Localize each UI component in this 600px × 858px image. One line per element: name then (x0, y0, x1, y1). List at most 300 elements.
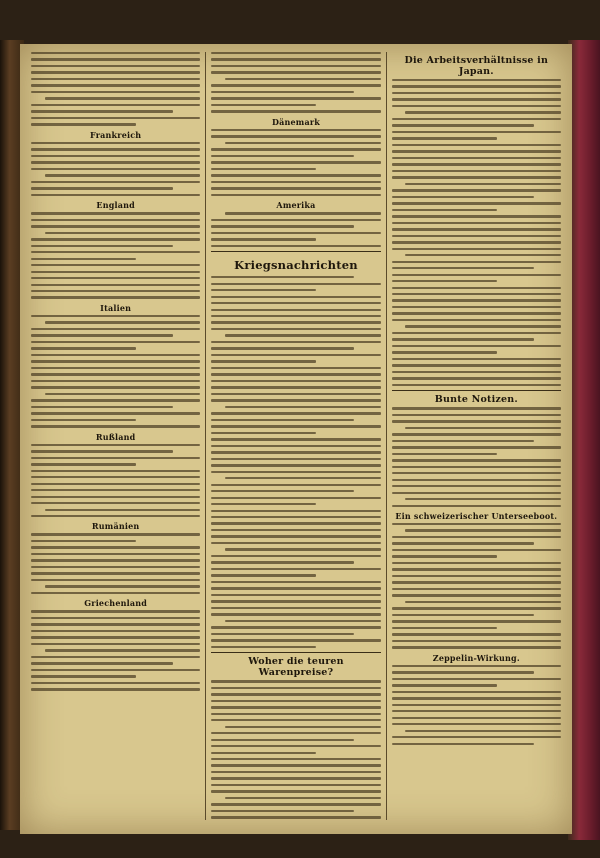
section-heading: Woher die teuren Warenpreise? (248, 656, 344, 679)
text-line (392, 523, 561, 525)
text-line (392, 377, 561, 379)
text-line (31, 110, 173, 112)
text-line (392, 163, 561, 165)
text-line (405, 427, 561, 429)
text-line (392, 351, 497, 353)
text-line (405, 254, 561, 256)
text-line (392, 371, 561, 373)
text-line (392, 446, 561, 448)
text-line (392, 646, 561, 648)
text-line (392, 235, 561, 237)
text-line (211, 758, 380, 760)
text-line (31, 373, 200, 375)
text-line (31, 617, 200, 619)
text-line (31, 630, 200, 632)
section-heading: Zeppelin-Wirkung. (432, 652, 520, 663)
text-line (31, 296, 200, 298)
text-line (392, 248, 561, 250)
text-line (405, 730, 561, 732)
text-line (31, 360, 200, 362)
text-line (211, 745, 380, 747)
text-line (31, 225, 200, 227)
text-line (45, 585, 201, 587)
text-line (211, 516, 380, 518)
text-line (211, 232, 380, 234)
text-line (211, 693, 380, 695)
text-line (392, 364, 561, 366)
text-line (31, 271, 200, 273)
text-line (31, 71, 200, 73)
text-line (31, 489, 200, 491)
text-line (392, 312, 561, 314)
section-heading: Bunte Notizen. (434, 394, 518, 406)
text-line (211, 739, 353, 741)
text-line (211, 680, 380, 682)
text-line (31, 463, 136, 465)
text-line (211, 399, 380, 401)
text-line (31, 168, 200, 170)
text-line (392, 222, 561, 224)
text-line (211, 225, 353, 227)
section-heading: Rumänien (91, 521, 140, 532)
text-line (31, 502, 200, 504)
text-line (31, 142, 200, 144)
text-line (211, 71, 380, 73)
text-line (392, 640, 561, 642)
book-cover-edge-right (568, 40, 600, 840)
text-line (211, 341, 380, 343)
text-line (211, 289, 316, 291)
section-heading: England (96, 200, 135, 211)
text-line (31, 540, 136, 542)
text-line (211, 471, 380, 473)
text-line (225, 142, 381, 144)
text-line (31, 84, 200, 86)
text-line (211, 626, 380, 628)
text-line (392, 261, 561, 263)
text-line (225, 620, 381, 622)
text-line (31, 258, 136, 260)
text-line (211, 148, 380, 150)
text-line (211, 155, 353, 157)
column-container (26, 52, 566, 820)
text-line (392, 150, 561, 152)
text-line (211, 187, 380, 189)
text-line (392, 440, 534, 442)
text-line (31, 610, 200, 612)
text-line (392, 607, 561, 609)
section-heading: Rußland (95, 431, 136, 442)
text-line (392, 472, 561, 474)
text-line (405, 601, 561, 603)
text-line (392, 319, 561, 321)
text-line (31, 251, 200, 253)
column-middle (205, 52, 385, 820)
text-line (31, 444, 200, 446)
text-line (392, 568, 561, 570)
text-line (392, 549, 561, 551)
text-line (211, 458, 380, 460)
text-line (211, 386, 380, 388)
text-line (31, 636, 200, 638)
text-line (31, 181, 200, 183)
text-line (211, 510, 380, 512)
text-line (211, 65, 380, 67)
text-line (31, 334, 173, 336)
text-line (211, 633, 353, 635)
text-line (392, 85, 561, 87)
text-line (392, 555, 497, 557)
text-line (392, 118, 561, 120)
article-body-text (31, 212, 200, 299)
text-line (45, 393, 201, 395)
text-line (211, 360, 316, 362)
text-line (211, 522, 380, 524)
text-line (211, 283, 380, 285)
text-line (392, 196, 534, 198)
text-line (392, 267, 534, 269)
text-line (211, 321, 380, 323)
text-line (211, 484, 380, 486)
text-line (31, 412, 200, 414)
text-line (225, 212, 381, 214)
text-line (392, 137, 497, 139)
text-line (211, 706, 380, 708)
text-line (211, 535, 380, 537)
text-line (211, 561, 353, 563)
text-line (211, 784, 380, 786)
text-line (211, 607, 380, 609)
text-line (211, 238, 316, 240)
column-left (26, 52, 205, 820)
text-line (31, 123, 136, 125)
newspaper-page (20, 44, 572, 834)
text-line (211, 445, 380, 447)
text-line (31, 419, 136, 421)
text-line (225, 548, 381, 550)
text-line (405, 325, 561, 327)
text-line (31, 682, 200, 684)
text-line (211, 347, 353, 349)
text-line (31, 457, 200, 459)
text-line (211, 574, 316, 576)
text-line (211, 777, 380, 779)
text-line (211, 354, 380, 356)
article-body-text (211, 276, 380, 648)
text-line (392, 697, 561, 699)
text-line (392, 124, 534, 126)
text-line (31, 656, 200, 658)
text-line (392, 614, 534, 616)
section-heading: Italien (100, 302, 132, 313)
text-line (211, 84, 380, 86)
text-line (211, 639, 380, 641)
text-line (31, 643, 200, 645)
text-line (211, 91, 353, 93)
text-line (31, 367, 200, 369)
text-line (31, 104, 200, 106)
text-line (31, 572, 200, 574)
article-body-text (31, 52, 200, 126)
text-line (211, 752, 316, 754)
text-line (392, 562, 561, 564)
section-heading: Ein schweizerischer Unterseeboot. (395, 511, 558, 521)
article-body-text (211, 212, 380, 247)
text-line (392, 433, 561, 435)
text-line (211, 276, 353, 278)
text-line (45, 649, 201, 651)
text-line (31, 290, 200, 292)
text-line (211, 503, 316, 505)
text-line (392, 743, 534, 745)
text-line (392, 209, 497, 211)
text-line (211, 302, 380, 304)
text-line (31, 592, 200, 594)
text-line (211, 451, 380, 453)
text-line (392, 358, 561, 360)
text-line (211, 581, 380, 583)
text-line (392, 407, 561, 409)
text-line (211, 594, 380, 596)
text-line (211, 542, 380, 544)
text-line (405, 111, 561, 113)
article-body-text (392, 79, 561, 386)
text-line (392, 170, 561, 172)
text-line (31, 675, 136, 677)
text-line (392, 79, 561, 81)
text-line (211, 764, 380, 766)
text-line (45, 232, 201, 234)
text-line (211, 219, 380, 221)
text-line (225, 334, 381, 336)
text-line (392, 684, 497, 686)
text-line (392, 492, 561, 494)
text-line (31, 212, 200, 214)
text-line (31, 238, 200, 240)
text-line (31, 315, 200, 317)
text-line (392, 459, 561, 461)
text-line (392, 671, 534, 673)
text-line (31, 483, 200, 485)
text-line (392, 306, 561, 308)
text-line (392, 176, 561, 178)
text-line (31, 688, 200, 690)
text-line (31, 341, 200, 343)
text-line (392, 414, 561, 416)
article-body-text (31, 533, 200, 594)
text-line (211, 161, 380, 163)
text-line (31, 533, 200, 535)
text-line (31, 399, 200, 401)
text-line (211, 490, 353, 492)
text-line (392, 736, 561, 738)
text-line (211, 613, 380, 615)
article-body-text (211, 52, 380, 113)
text-line (392, 274, 561, 276)
text-line (211, 296, 380, 298)
text-line (211, 412, 380, 414)
text-line (31, 546, 200, 548)
text-line (31, 328, 200, 330)
text-line (31, 496, 200, 498)
text-line (392, 581, 561, 583)
text-line (392, 92, 561, 94)
section-heading: Dänemark (271, 116, 321, 127)
text-line (392, 287, 561, 289)
text-line (211, 790, 380, 792)
text-line (392, 542, 534, 544)
text-line (211, 58, 380, 60)
text-line (31, 264, 200, 266)
section-heading: Frankreich (90, 129, 142, 140)
text-line (392, 485, 561, 487)
text-line (31, 347, 136, 349)
text-line (31, 354, 200, 356)
text-line (392, 131, 561, 133)
text-line (392, 536, 561, 538)
text-line (211, 129, 380, 131)
section-divider (211, 652, 380, 653)
text-line (211, 732, 380, 734)
article-body-text (392, 665, 561, 745)
text-line (31, 406, 173, 408)
text-line (392, 575, 561, 577)
text-line (31, 52, 200, 54)
text-line (31, 579, 200, 581)
text-line (392, 479, 561, 481)
text-line (31, 425, 200, 427)
text-line (392, 105, 561, 107)
text-line (211, 713, 380, 715)
text-line (392, 157, 561, 159)
text-line (45, 174, 201, 176)
text-line (211, 309, 380, 311)
text-line (225, 78, 381, 80)
text-line (211, 194, 380, 196)
text-line (211, 174, 380, 176)
text-line (211, 328, 380, 330)
text-line (405, 498, 561, 500)
article-body-text (31, 444, 200, 518)
text-line (211, 104, 316, 106)
text-line (392, 345, 561, 347)
text-line (31, 386, 200, 388)
text-line (392, 189, 561, 191)
text-line (31, 117, 200, 119)
text-line (211, 700, 380, 702)
text-line (211, 245, 380, 247)
text-line (31, 155, 200, 157)
text-line (211, 52, 380, 54)
text-line (45, 509, 201, 511)
text-line (211, 419, 353, 421)
article-body-text (392, 523, 561, 649)
text-line (31, 662, 173, 664)
text-line (31, 148, 200, 150)
article-body-text (211, 129, 380, 196)
text-line (392, 627, 497, 629)
section-heading: Griechenland (84, 598, 148, 609)
text-line (211, 600, 380, 602)
text-line (211, 719, 380, 721)
text-line (31, 219, 200, 221)
text-line (211, 393, 380, 395)
text-line (211, 181, 380, 183)
text-line (392, 453, 497, 455)
text-line (211, 432, 316, 434)
text-line (392, 420, 561, 422)
text-line (211, 380, 380, 382)
text-line (31, 65, 200, 67)
text-line (405, 529, 561, 531)
text-line (211, 771, 380, 773)
article-body-text (211, 680, 380, 820)
text-line (392, 723, 561, 725)
text-line (31, 623, 200, 625)
text-line (392, 594, 561, 596)
text-line (211, 110, 380, 112)
text-line (225, 477, 381, 479)
text-line (211, 587, 380, 589)
main-headline: Kriegsnachrichten (234, 258, 358, 273)
text-line (211, 803, 380, 805)
text-line (31, 245, 173, 247)
article-body-text (31, 610, 200, 690)
text-line (31, 553, 200, 555)
text-line (392, 704, 561, 706)
article-body-text (392, 407, 561, 507)
text-line (31, 476, 200, 478)
text-line (392, 144, 561, 146)
text-line (392, 293, 561, 295)
text-line (392, 332, 561, 334)
text-line (31, 78, 200, 80)
text-line (211, 97, 380, 99)
section-divider (211, 251, 380, 252)
article-body-text (31, 142, 200, 196)
text-line (31, 450, 173, 452)
text-line (31, 277, 200, 279)
text-line (392, 505, 561, 507)
text-line (211, 816, 380, 818)
text-line (392, 678, 561, 680)
section-divider (392, 390, 561, 391)
text-line (211, 568, 380, 570)
text-line (31, 161, 200, 163)
text-line (392, 710, 561, 712)
text-line (392, 665, 561, 667)
text-line (31, 91, 200, 93)
text-line (31, 187, 173, 189)
text-line (392, 717, 561, 719)
text-line (211, 135, 380, 137)
section-heading: Die Arbeitsverhältnisse in Japan. (404, 55, 549, 77)
text-line (392, 588, 561, 590)
text-line (211, 425, 380, 427)
text-line (392, 241, 561, 243)
article-body-text (31, 315, 200, 428)
text-line (392, 280, 497, 282)
text-line (211, 810, 353, 812)
text-line (31, 58, 200, 60)
text-line (392, 620, 561, 622)
text-line (211, 367, 380, 369)
text-line (225, 797, 381, 799)
text-line (211, 438, 380, 440)
text-line (392, 202, 561, 204)
text-line (31, 559, 200, 561)
text-line (405, 183, 561, 185)
